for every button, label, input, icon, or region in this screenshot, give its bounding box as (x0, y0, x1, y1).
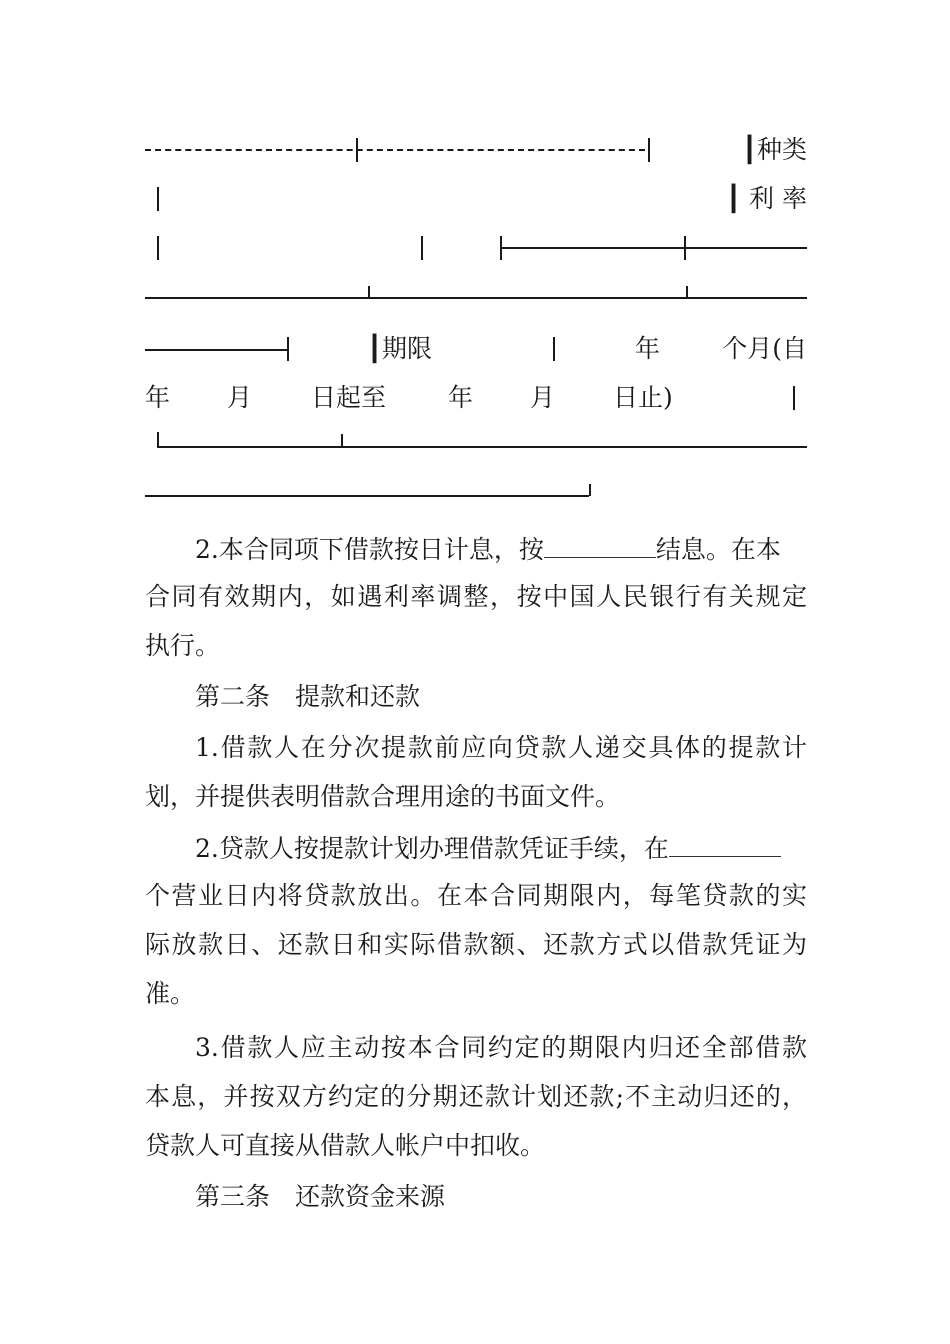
date-month-2: 月 (530, 383, 556, 412)
paragraph-line (145, 531, 807, 565)
table-rule (793, 386, 795, 410)
table-rule (684, 236, 686, 260)
interest-text-b: 结息。在本 (655, 535, 781, 564)
paragraph-line: 准。 (145, 979, 196, 1008)
paragraph-line: 划，并提供表明借款合理用途的书面文件。 (145, 782, 621, 811)
type-label: ┃种类 (741, 135, 807, 164)
settlement-blank[interactable] (544, 531, 656, 558)
disbursement-text: 2.贷款人按提款计划办理借款凭证手续，在 (195, 834, 669, 863)
table-rule (157, 236, 159, 260)
rate-label: ┃ 利 率 (726, 184, 807, 213)
paragraph-line: 贷款人可直接从借款人帐户中扣收。 (145, 1131, 546, 1160)
table-row (145, 332, 807, 366)
date-day-from: 日起至 (311, 383, 387, 412)
paragraph-line (145, 830, 807, 864)
date-day-to: 日止) (613, 383, 673, 412)
date-year-2: 年 (448, 383, 474, 412)
table-row (145, 133, 807, 167)
table-rule (157, 446, 807, 448)
table-rule (421, 236, 423, 260)
paragraph-line: 际放款日、还款日和实际借款额、还款方式以借款凭证为 (145, 930, 807, 959)
table-rule (341, 434, 343, 446)
table-rule (686, 286, 688, 298)
term-label: ┃期限 (367, 334, 433, 363)
paragraph-line: 3.借款人应主动按本合同约定的期限内归还全部借款 (195, 1033, 807, 1062)
table-row (145, 182, 807, 216)
term-year: 年 (635, 334, 661, 363)
article-3-title: 第三条 还款资金来源 (195, 1182, 446, 1211)
paragraph-line: 本息，并按双方约定的分期还款计划还款;不主动归还的， (145, 1082, 807, 1111)
article-2-title: 第二条 提款和还款 (195, 682, 421, 711)
paragraph-line: 执行。 (145, 631, 221, 660)
table-rule (145, 495, 589, 497)
paragraph-line: 合同有效期内，如遇利率调整，按中国人民银行有关规定 (145, 582, 807, 611)
table-rule (500, 247, 807, 249)
paragraph-line: 个营业日内将贷款放出。在本合同期限内，每笔贷款的实 (145, 881, 807, 910)
table-rule (589, 484, 591, 496)
paragraph-line: 1.借款人在分次提款前应向贷款人递交具体的提款计 (195, 733, 807, 762)
table-rule (368, 286, 370, 298)
interest-text-a: 2.本合同项下借款按日计息，按 (195, 535, 544, 564)
table-rule (157, 432, 159, 446)
date-month-1: 月 (227, 383, 253, 412)
business-days-blank[interactable] (669, 830, 781, 857)
term-months: 个月(自 (722, 334, 807, 363)
table-row (145, 381, 807, 415)
date-year-1: 年 (145, 383, 171, 412)
table-rule (145, 297, 807, 299)
